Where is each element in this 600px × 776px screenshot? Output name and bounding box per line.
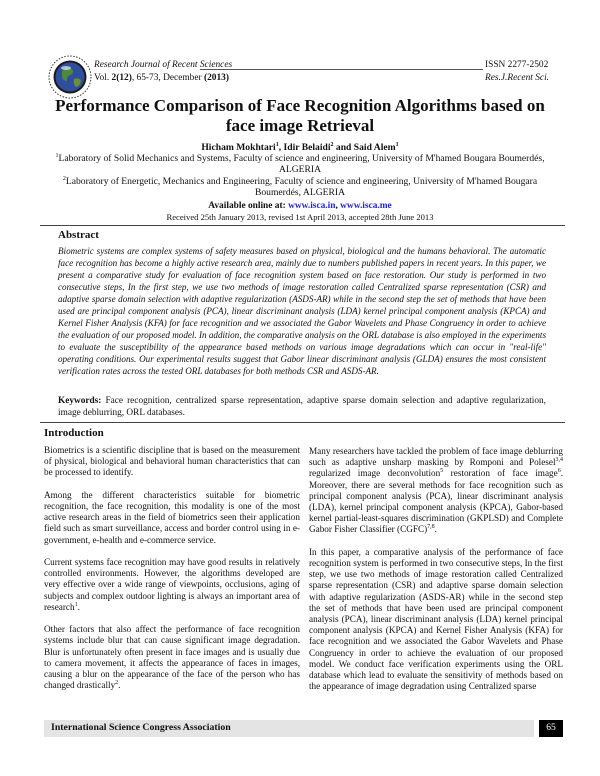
vol-pages: , 65-73, December [131, 72, 204, 83]
r1d-ref: 7,8 [427, 524, 435, 531]
availability-label: Available online at: [208, 201, 289, 211]
vol-number: 2(12) [111, 72, 132, 83]
r1d: . Moreover, there are several methods for face recognition such as principal component analysis (PCA), linear discriminant analysis (LDA), kernel principal component analysis (KPCA), Gabor-based kernel partial-least-squares discrimination (GKPLSD) and Complete Gabor Fisher Classifier (CGFC) [309, 468, 563, 535]
vol-prefix: Vol. [94, 72, 112, 83]
vol-year: (2013) [203, 72, 229, 83]
keywords-text: Face recognition, centralized sparse representation, adaptive sparse domain selection and adaptive regularization, image deblurring, ORL databases. [58, 396, 546, 418]
p4-ref: 2 [115, 680, 119, 687]
intro-paragraph-2: Among the different characteristics suitable for biometric recognition, the face recognition, this modality is one of the most active research areas in the field of biometrics seen their application field such as smart surveillance, access and border control using in e-government, e-health and e-commerce service. [44, 489, 300, 545]
intro-right-paragraph-1: Many researchers have tackled the problem of face image deblurring such as adaptive unsharp masking by Romponi and Polesel$^{3,4}$ regularized image deconvolution$^5$ restoration of face image$^6$. Moreover, there are several methods for face recognition such as principal component analysis (PCA), linear discriminant analysis (LDA), kernel principal component analysis (KPCA), Gabor-based kernel partial-least-squares discrimination (GKPLSD) and Complete Gabor Fisher Classifier (CGFC)$^{7,8}$. [309, 446, 563, 535]
paper-title: Performance Comparison of Face Recognition Algorithms based on face image Retrieval [55, 96, 545, 135]
issn: ISSN 2277-2502 [485, 60, 549, 70]
footer-association: International Science Congress Association [51, 722, 231, 733]
intro-right-paragraph-2: In this paper, a comparative analysis of the performance of face recognition system is performed in two consecutive steps, In the first step, we use two methods of image restoration called Centralized sparse representation (CSR) and adaptive sparse domain selection with adaptive regularization (ASDS-AR) while in the second step the set of methods that have been used are principal component analysis (PCA), linear discriminant analysis (LDA) kernel principal component analysis (KPCA) and Kernel Fisher Analysis (KFA) for face recognition and we associated the Gabor Wavelets and Phase Congruency in order to achieve the evaluation of our proposed model. We conduct face verification experiments using the ORL database which lead to evaluate the sensitivity of methods based on the appearance of image degradation using Centralized sparse [309, 546, 563, 692]
r1a-ref: 3,4 [555, 457, 563, 464]
introduction-heading: Introduction [44, 427, 104, 439]
p3-text: Current systems face recognition may have good results in relatively controlled environments. However, the algorithms developed are very effective over a wide range of viewpoints, occlusions, aging of subjects and complex outdoor lighting is always an important area of research [44, 557, 300, 612]
keywords [58, 395, 546, 419]
right-column [309, 446, 563, 704]
affiliation-2-text: Laboratory of Energetic, Mechanics and Engineering, Faculty of science and engineering, University of M'hamed Bougara Boumerdés, ALGERIA [65, 176, 538, 199]
author-2-sup: 2 [330, 142, 334, 148]
p4-text: Other factors that also affect the performance of face recognition systems include blur that can cause significant image degradation. Blur is unfortunately often present in face images and is usually due to camera movement, it affects the appearance of faces in images, causing a blur on the appearance of the face of the person who has changed drastically [44, 624, 300, 691]
left-column [44, 445, 300, 703]
p3-ref: 1 [74, 601, 78, 608]
intro-paragraph-3: Current systems face recognition may have good results in relatively controlled environments. However, the algorithms developed are very effective over a wide range of viewpoints, occlusions, aging of subjects and complex outdoor lighting is always an important area of research$^1$. [44, 557, 300, 612]
r1b: regularized image deconvolution [309, 468, 441, 479]
journal-abbrev: Res.J.Recent Sci. [485, 72, 550, 83]
authors [40, 142, 560, 153]
abstract-bottom-divider [40, 422, 565, 423]
abstract-text: Biometric systems are complex systems of safety measures based on physical, biological and the humans behavioral. The automatic face recognition has become a highly active research area, mainly due to numbers published papers in recent years. In this paper, we present a comparative study for evaluation of face recognition system based on face restoration. Our study is performed in two consecutive steps, In the first step, we use two methods of image restoration called Centralized sparse representation (CSR) and adaptive sparse domain selection with adaptive regularization (ASDS-AR) while in the second step the set of methods that have been used are principal component analysis (PCA), linear discriminant analysis (LDA) kernel principal component analysis (KPCA) and Kernel Fisher Analysis (KFA) for face recognition and we associated the Gabor Wavelets and Phase Congruency in order to achieve the evaluation of our proposed model. In addition, the comparative analysis on the ORL database is also employed in the experiments to evaluate the susceptibility of the appearance based methods on various image degradations which can occur in "real-life" operating conditions. Our experimental results suggest that Gabor linear discriminant analysis (GLDA) ensures the most consistent verification rates across the tested ORL databases for both methods CSR and ASDS-AR. [58, 246, 546, 376]
author-2: , Idir Belaidi [278, 142, 331, 153]
link-isca-in[interactable]: www.isca.in [288, 201, 336, 211]
journal-volume [94, 72, 232, 85]
received-dates: Received 25th January 2013, revised 1st April 2013, accepted 28th June 2013 [166, 212, 434, 222]
link-isca-me[interactable]: www.isca.me [340, 201, 392, 211]
link-separator: , [335, 201, 341, 211]
journal-name: Research Journal of Recent Sciences [94, 60, 233, 70]
affiliation-2 [40, 176, 560, 199]
journal-issn-block [485, 59, 549, 84]
r1a: Many researchers have tackled the problem of face image deblurring such as adaptive unsharp masking by Romponi and Polesel [309, 446, 563, 468]
top-divider [40, 225, 565, 226]
r1b-ref: 5 [440, 468, 444, 475]
affiliation-2-sup: 2 [62, 176, 66, 182]
affiliation-1-text: Laboratory of Solid Mechanics and Systems, Faculty of science and engineering, University of M'hamed Bougara Boumerdés, ALGERIA [58, 153, 545, 176]
intro-paragraph-4: Other factors that also affect the performance of face recognition systems include blur that can cause significant image degradation. Blur is unfortunately often present in face images and is usually due to camera movement, it affects the appearance of faces in images, causing a blur on the appearance of the face of the person who has changed drastically$^2$. [44, 624, 300, 691]
abstract-heading: Abstract [58, 229, 99, 241]
page-number: 65 [539, 720, 563, 737]
author-3-sup: 1 [395, 142, 399, 148]
intro-paragraph-1: Biometrics is a scientific discipline that is based on the measurement of physical, biological and behavioral human characteristics that can be processed to identify. [44, 445, 300, 478]
keywords-label: Keywords: [58, 396, 102, 406]
header-divider [200, 69, 483, 70]
journal-header [94, 59, 232, 84]
affiliation-1 [40, 153, 560, 176]
affiliation-1-sup: 1 [55, 153, 59, 159]
r1c-ref: 6 [557, 468, 561, 475]
availability [40, 201, 560, 211]
author-1: Hicham Mokhtari [201, 142, 276, 153]
r1c: restoration of face image [443, 468, 558, 479]
author-1-sup: 1 [275, 142, 279, 148]
footer-bar [44, 720, 534, 737]
author-3: and Said Alem [333, 142, 396, 153]
